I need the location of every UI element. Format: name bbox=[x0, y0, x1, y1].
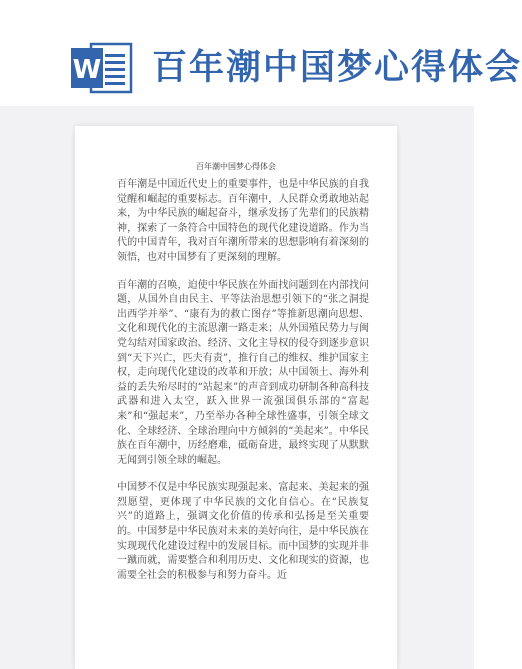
document-page bbox=[75, 126, 397, 669]
document-body bbox=[117, 178, 369, 596]
paragraph: 中国梦不仅是中华民族实现强起来、富起来、美起来的强烈愿望，更体现了中华民族的文化自信心。在“民族复兴”的道路上，强调文化价值的传承和弘扬是至关重要的。中国梦是中华民族对未来的美好向往，是中华民族在实现现代化建设过程中的发展目标。而中国梦的实现并非一蹴而就，需要整合和利用历史、文化和现实的资源，也需要全社会的积极参与和努力奋斗。近 bbox=[117, 482, 369, 581]
paragraph: 百年潮是中国近代史上的重要事件，也是中华民族的自我觉醒和崛起的重要标志。百年潮中，人民群众勇敢地站起来，为中华民族的崛起奋斗，继承发扬了先辈们的民族精神，探索了一条符合中国特色的现代化建设道路。作为当代的中国青年，我对百年潮所带来的思想影响有着深刻的领悟，也对中国梦有了更深刻的理解。 bbox=[117, 179, 369, 263]
header-title: 百年潮中国梦心得体会 bbox=[152, 48, 522, 88]
page-header bbox=[0, 0, 522, 106]
document-title: 百年潮中国梦心得体会 bbox=[196, 162, 276, 171]
word-icon-letter: W bbox=[72, 55, 102, 85]
paragraph: 百年潮的召唤，迫使中华民族在外面找问题到在内部找问题，从国外自由民主、平等法治思想引领下的“张之洞提出西学并举”、“康有为的救亡图存”等推新思潮向思想、文化和现代化的主流思潮一路走来；从外国殖民势力与闽党勾结对国家政治、经济、文化主导权的侵夺到逐步意识到“天下兴亡，匹夫有责”，推行自己的维权、维护国家主权，走向现代化建设的改革和开放；从中国领土、海外利益的丢失殆尽时的“站起来”的声音到成功研制各种高科技武器和进入太空，跃入世界一流强国俱乐部的“富起来”和“强起来”，乃至举办各种全球性盛事，引领全球文化、全球经济、全球治理向中方倾斜的“美起来”。中华民族在百年潮中，历经磨难，砥砺奋进，最终实现了从默默无闻到引领全球的崛起。 bbox=[117, 279, 369, 466]
word-document-icon bbox=[71, 40, 133, 96]
